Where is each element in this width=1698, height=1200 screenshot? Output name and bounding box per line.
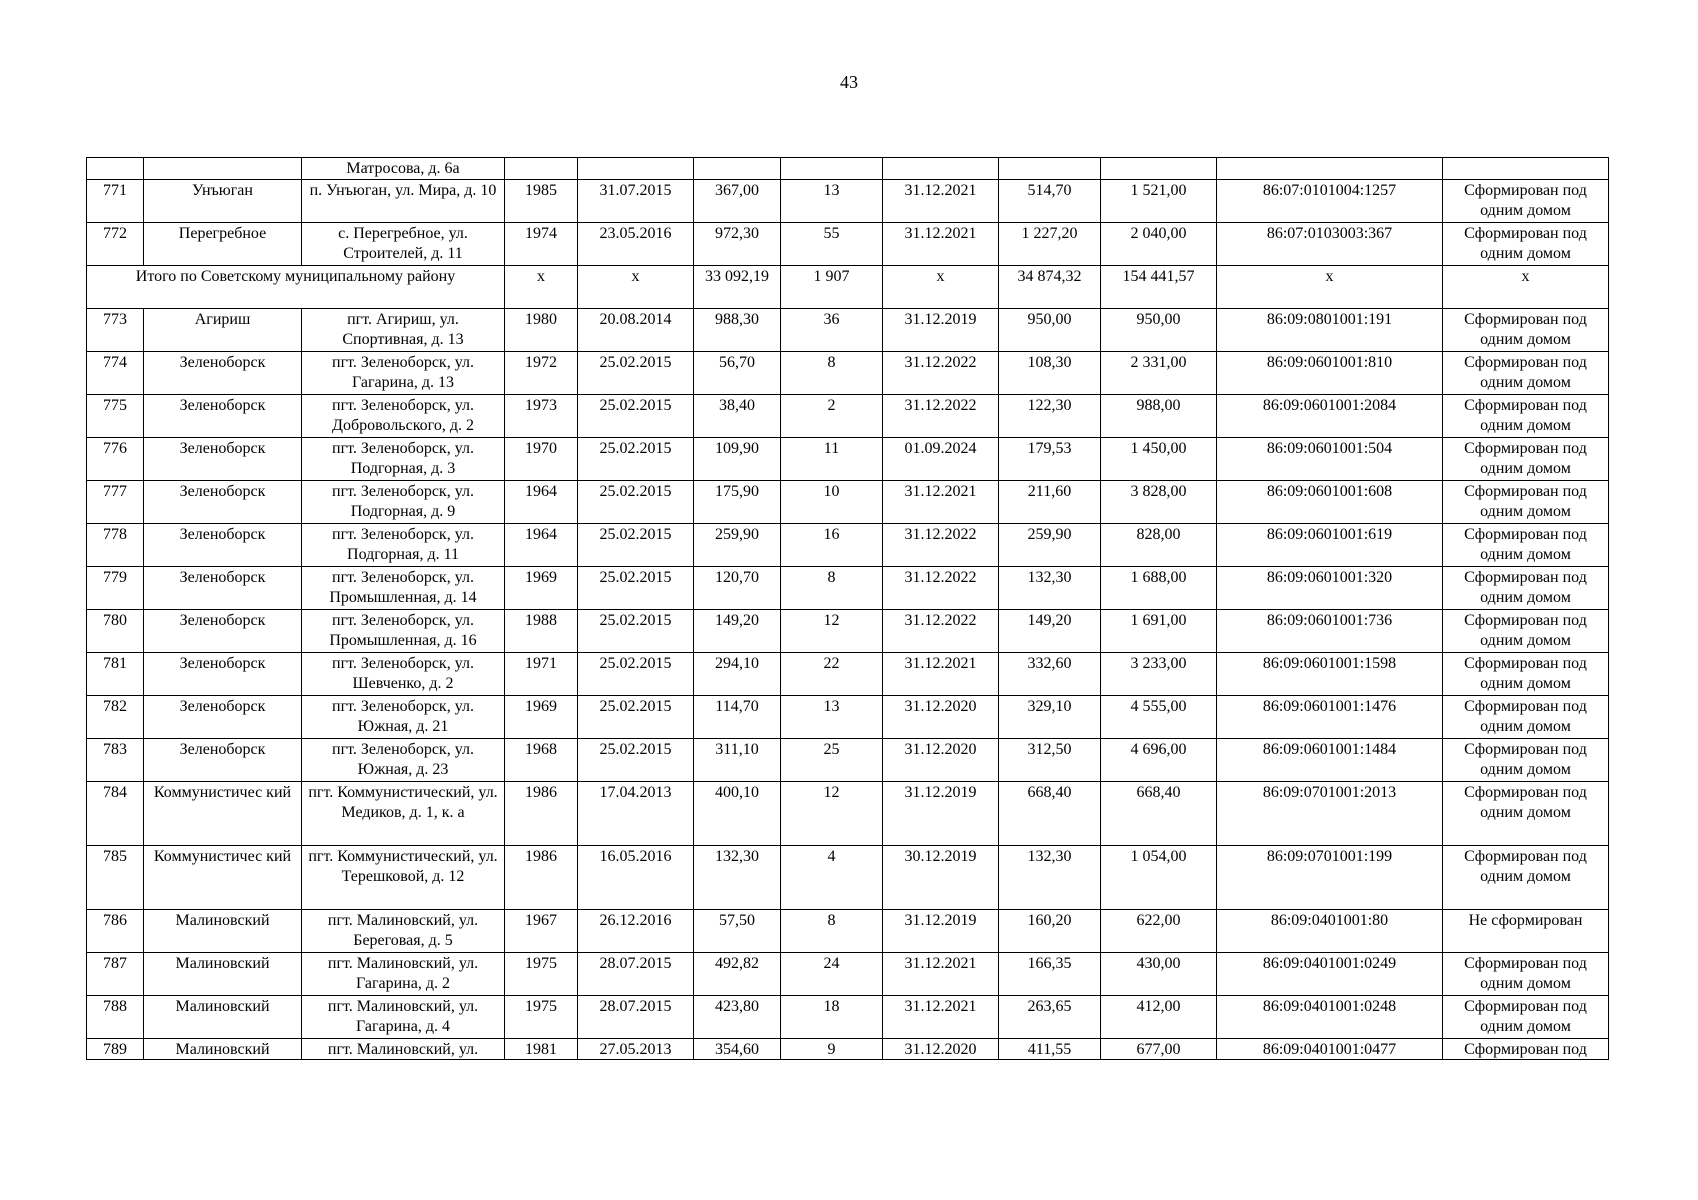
cell-date: 28.07.2015 <box>578 953 694 996</box>
cell-n: 782 <box>87 696 144 739</box>
cell-deadline: 31.12.2022 <box>883 352 999 395</box>
cell-plan-area: 263,65 <box>999 996 1101 1039</box>
cell-year: 1969 <box>505 567 578 610</box>
cell-date: 25.02.2015 <box>578 524 694 567</box>
cell-plan-area: 132,30 <box>999 567 1101 610</box>
cell-people: 25 <box>781 739 883 782</box>
cell-year: 1969 <box>505 696 578 739</box>
cell-plan-area: 312,50 <box>999 739 1101 782</box>
cell-address: пгт. Малиновский, ул. Гагарина, д. 2 <box>302 953 505 996</box>
cell-cadastral: 86:09:0601001:810 <box>1217 352 1443 395</box>
cell-address: пгт. Малиновский, ул. <box>302 1039 505 1060</box>
cell-locality: Зеленоборск <box>144 696 302 739</box>
cell-date: 25.02.2015 <box>578 395 694 438</box>
cell-locality: Перегребное <box>144 223 302 266</box>
cell-deadline: 31.12.2021 <box>883 953 999 996</box>
cell-area: 114,70 <box>694 696 781 739</box>
cell-status: Сформирован под одним домом <box>1443 395 1609 438</box>
cell-n: 773 <box>87 309 144 352</box>
cell-status: Сформирован под одним домом <box>1443 438 1609 481</box>
table-row <box>87 782 1609 846</box>
cell-year: 1980 <box>505 309 578 352</box>
cell-status <box>1443 158 1609 180</box>
cell-locality: Коммунистичес кий <box>144 782 302 846</box>
cell-area: 109,90 <box>694 438 781 481</box>
cell-deadline: 31.12.2019 <box>883 309 999 352</box>
cell-area: 294,10 <box>694 653 781 696</box>
cell-plan-area: 514,70 <box>999 180 1101 223</box>
cell-date: 31.07.2015 <box>578 180 694 223</box>
cell-plan-area: 950,00 <box>999 309 1101 352</box>
table-row <box>87 1039 1609 1060</box>
cell-deadline: 31.12.2021 <box>883 996 999 1039</box>
cell-plan-area: 179,53 <box>999 438 1101 481</box>
cell-cadastral: 86:09:0601001:1484 <box>1217 739 1443 782</box>
cell-n: 787 <box>87 953 144 996</box>
cell-year: 1973 <box>505 395 578 438</box>
cell-address: пгт. Коммунистический, ул. Медиков, д. 1, к. а <box>302 782 505 846</box>
cell-land-area: 828,00 <box>1101 524 1217 567</box>
table-row-continuation <box>87 158 1609 180</box>
cell-n: 778 <box>87 524 144 567</box>
cell-date <box>578 158 694 180</box>
cell-date: 25.02.2015 <box>578 481 694 524</box>
table-row <box>87 481 1609 524</box>
cell-status: Сформирован под одним домом <box>1443 481 1609 524</box>
cell-deadline: 31.12.2019 <box>883 782 999 846</box>
cell-land-area: 1 054,00 <box>1101 846 1217 910</box>
cell-locality: Малиновский <box>144 996 302 1039</box>
table-row <box>87 438 1609 481</box>
cell-plan-area: 149,20 <box>999 610 1101 653</box>
cell-people: 24 <box>781 953 883 996</box>
cell-land-area: 2 040,00 <box>1101 223 1217 266</box>
cell-date: 25.02.2015 <box>578 438 694 481</box>
cell-address: пгт. Зеленоборск, ул. Шевченко, д. 2 <box>302 653 505 696</box>
cell-locality: Малиновский <box>144 953 302 996</box>
cell-date: 25.02.2015 <box>578 352 694 395</box>
cell-n: 784 <box>87 782 144 846</box>
cell-status: Сформирован под одним домом <box>1443 953 1609 996</box>
cell-status: Сформирован под одним домом <box>1443 782 1609 846</box>
cell-address: пгт. Малиновский, ул. Гагарина, д. 4 <box>302 996 505 1039</box>
cell-year: 1975 <box>505 953 578 996</box>
cell-year: 1981 <box>505 1039 578 1060</box>
table-row <box>87 309 1609 352</box>
cell-deadline: 31.12.2022 <box>883 610 999 653</box>
cell-year: 1964 <box>505 524 578 567</box>
cell-cadastral <box>1217 158 1443 180</box>
cell-deadline <box>883 158 999 180</box>
cell-status: Сформирован под одним домом <box>1443 739 1609 782</box>
cell-area: 149,20 <box>694 610 781 653</box>
cell-locality: Агириш <box>144 309 302 352</box>
cell-people: 16 <box>781 524 883 567</box>
cell-area: 38,40 <box>694 395 781 438</box>
cell-n: 783 <box>87 739 144 782</box>
cell-people: 8 <box>781 567 883 610</box>
cell-n: 781 <box>87 653 144 696</box>
cell-cadastral: 86:09:0801001:191 <box>1217 309 1443 352</box>
subtotal-area: 33 092,19 <box>694 266 781 309</box>
cell-status: Сформирован под одним домом <box>1443 180 1609 223</box>
cell-people: 8 <box>781 352 883 395</box>
cell-area: 56,70 <box>694 352 781 395</box>
cell-plan-area: 411,55 <box>999 1039 1101 1060</box>
table-row <box>87 696 1609 739</box>
cell-date: 25.02.2015 <box>578 653 694 696</box>
table-row <box>87 739 1609 782</box>
table-row <box>87 524 1609 567</box>
cell-address: пгт. Зеленоборск, ул. Промышленная, д. 14 <box>302 567 505 610</box>
table-row <box>87 846 1609 910</box>
cell-date: 25.02.2015 <box>578 567 694 610</box>
cell-year: 1967 <box>505 910 578 953</box>
cell-date: 17.04.2013 <box>578 782 694 846</box>
cell-area: 259,90 <box>694 524 781 567</box>
cell-plan-area: 132,30 <box>999 846 1101 910</box>
cell-date: 25.02.2015 <box>578 696 694 739</box>
table-row <box>87 653 1609 696</box>
cell-date: 16.05.2016 <box>578 846 694 910</box>
cell-status: Не сформирован <box>1443 910 1609 953</box>
cell-locality <box>144 158 302 180</box>
cell-land-area: 4 696,00 <box>1101 739 1217 782</box>
cell-deadline: 31.12.2021 <box>883 180 999 223</box>
cell-cadastral: 86:09:0601001:608 <box>1217 481 1443 524</box>
cell-deadline: 31.12.2019 <box>883 910 999 953</box>
cell-n: 777 <box>87 481 144 524</box>
cell-address: пгт. Зеленоборск, ул. Гагарина, д. 13 <box>302 352 505 395</box>
cell-land-area: 2 331,00 <box>1101 352 1217 395</box>
cell-deadline: 30.12.2019 <box>883 846 999 910</box>
cell-people: 13 <box>781 180 883 223</box>
cell-year: 1971 <box>505 653 578 696</box>
cell-area: 57,50 <box>694 910 781 953</box>
cell-deadline: 31.12.2021 <box>883 481 999 524</box>
cell-status: Сформирован под одним домом <box>1443 653 1609 696</box>
cell-n: 786 <box>87 910 144 953</box>
cell-date: 20.08.2014 <box>578 309 694 352</box>
cell-n: 771 <box>87 180 144 223</box>
cell-people: 9 <box>781 1039 883 1060</box>
cell-area: 175,90 <box>694 481 781 524</box>
cell-area: 423,80 <box>694 996 781 1039</box>
cell-year: 1986 <box>505 846 578 910</box>
cell-address: пгт. Зеленоборск, ул. Южная, д. 21 <box>302 696 505 739</box>
cell-cadastral: 86:09:0601001:1476 <box>1217 696 1443 739</box>
cell-land-area: 412,00 <box>1101 996 1217 1039</box>
cell-n: 788 <box>87 996 144 1039</box>
cell-status: Сформирован под одним домом <box>1443 610 1609 653</box>
cell-people: 55 <box>781 223 883 266</box>
cell-deadline: 31.12.2021 <box>883 653 999 696</box>
cell-people: 12 <box>781 782 883 846</box>
cell-cadastral: 86:09:0701001:199 <box>1217 846 1443 910</box>
subtotal-status: х <box>1443 266 1609 309</box>
cell-land-area: 3 233,00 <box>1101 653 1217 696</box>
table-row <box>87 610 1609 653</box>
cell-locality: Малиновский <box>144 910 302 953</box>
cell-cadastral: 86:09:0401001:0248 <box>1217 996 1443 1039</box>
cell-n: 785 <box>87 846 144 910</box>
cell-year: 1975 <box>505 996 578 1039</box>
cell-year: 1972 <box>505 352 578 395</box>
cell-area: 400,10 <box>694 782 781 846</box>
cell-land-area: 4 555,00 <box>1101 696 1217 739</box>
cell-year <box>505 158 578 180</box>
cell-address: пгт. Зеленоборск, ул. Добровольского, д. 2 <box>302 395 505 438</box>
cell-people: 8 <box>781 910 883 953</box>
cell-address: пгт. Зеленоборск, ул. Подгорная, д. 11 <box>302 524 505 567</box>
cell-address: пгт. Коммунистический, ул. Терешковой, д. 12 <box>302 846 505 910</box>
cell-status: Сформирован под одним домом <box>1443 352 1609 395</box>
cell-locality: Унъюган <box>144 180 302 223</box>
cell-cadastral: 86:09:0601001:736 <box>1217 610 1443 653</box>
cell-land-area: 430,00 <box>1101 953 1217 996</box>
cell-date: 25.02.2015 <box>578 739 694 782</box>
cell-cadastral: 86:09:0701001:2013 <box>1217 782 1443 846</box>
cell-plan-area: 122,30 <box>999 395 1101 438</box>
cell-cadastral: 86:09:0601001:504 <box>1217 438 1443 481</box>
cell-address: с. Перегребное, ул. Строителей, д. 11 <box>302 223 505 266</box>
cell-people: 11 <box>781 438 883 481</box>
cell-n <box>87 158 144 180</box>
cell-address: пгт. Малиновский, ул. Береговая, д. 5 <box>302 910 505 953</box>
cell-deadline: 31.12.2021 <box>883 223 999 266</box>
cell-status: Сформирован под одним домом <box>1443 223 1609 266</box>
cell-locality: Зеленоборск <box>144 653 302 696</box>
subtotal-deadline: х <box>883 266 999 309</box>
cell-deadline: 31.12.2022 <box>883 524 999 567</box>
cell-deadline: 01.09.2024 <box>883 438 999 481</box>
cell-cadastral: 86:09:0601001:619 <box>1217 524 1443 567</box>
cell-locality: Зеленоборск <box>144 567 302 610</box>
cell-year: 1985 <box>505 180 578 223</box>
cell-land-area: 988,00 <box>1101 395 1217 438</box>
cell-status: Сформирован под одним домом <box>1443 846 1609 910</box>
cell-address: пгт. Зеленоборск, ул. Южная, д. 23 <box>302 739 505 782</box>
table-row <box>87 910 1609 953</box>
cell-plan-area: 108,30 <box>999 352 1101 395</box>
cell-cadastral: 86:07:0101004:1257 <box>1217 180 1443 223</box>
housing-registry-table <box>86 157 1609 1060</box>
cell-date: 27.05.2013 <box>578 1039 694 1060</box>
cell-locality: Зеленоборск <box>144 481 302 524</box>
cell-plan-area: 211,60 <box>999 481 1101 524</box>
cell-land-area: 3 828,00 <box>1101 481 1217 524</box>
cell-locality: Коммунистичес кий <box>144 846 302 910</box>
cell-plan-area: 1 227,20 <box>999 223 1101 266</box>
cell-year: 1970 <box>505 438 578 481</box>
cell-area: 492,82 <box>694 953 781 996</box>
subtotal-label: Итого по Советскому муниципальному району <box>87 266 505 309</box>
cell-area: 132,30 <box>694 846 781 910</box>
table-row <box>87 953 1609 996</box>
cell-n: 789 <box>87 1039 144 1060</box>
cell-cadastral: 86:09:0401001:80 <box>1217 910 1443 953</box>
table-row <box>87 996 1609 1039</box>
cell-plan-area: 668,40 <box>999 782 1101 846</box>
cell-plan-area <box>999 158 1101 180</box>
cell-locality: Зеленоборск <box>144 395 302 438</box>
cell-people: 22 <box>781 653 883 696</box>
cell-deadline: 31.12.2020 <box>883 696 999 739</box>
cell-plan-area: 332,60 <box>999 653 1101 696</box>
cell-locality: Зеленоборск <box>144 610 302 653</box>
cell-people: 10 <box>781 481 883 524</box>
cell-n: 775 <box>87 395 144 438</box>
cell-plan-area: 329,10 <box>999 696 1101 739</box>
cell-year: 1968 <box>505 739 578 782</box>
cell-land-area: 668,40 <box>1101 782 1217 846</box>
subtotal-land-area: 154 441,57 <box>1101 266 1217 309</box>
table-row <box>87 567 1609 610</box>
subtotal-date: х <box>578 266 694 309</box>
cell-deadline: 31.12.2020 <box>883 739 999 782</box>
cell-cadastral: 86:09:0401001:0249 <box>1217 953 1443 996</box>
cell-status: Сформирован под одним домом <box>1443 524 1609 567</box>
cell-year: 1964 <box>505 481 578 524</box>
cell-land-area: 1 450,00 <box>1101 438 1217 481</box>
cell-status: Сформирован под одним домом <box>1443 696 1609 739</box>
cell-address: п. Унъюган, ул. Мира, д. 10 <box>302 180 505 223</box>
subtotal-people: 1 907 <box>781 266 883 309</box>
cell-people: 12 <box>781 610 883 653</box>
cell-area: 120,70 <box>694 567 781 610</box>
cell-area: 354,60 <box>694 1039 781 1060</box>
page-number: 43 <box>840 72 858 92</box>
cell-deadline: 31.12.2022 <box>883 567 999 610</box>
cell-cadastral: 86:07:0103003:367 <box>1217 223 1443 266</box>
cell-address: пгт. Зеленоборск, ул. Подгорная, д. 9 <box>302 481 505 524</box>
cell-year: 1988 <box>505 610 578 653</box>
cell-n: 776 <box>87 438 144 481</box>
subtotal-year: х <box>505 266 578 309</box>
cell-status: Сформирован под одним домом <box>1443 567 1609 610</box>
cell-cadastral: 86:09:0601001:2084 <box>1217 395 1443 438</box>
cell-land-area: 950,00 <box>1101 309 1217 352</box>
cell-people: 13 <box>781 696 883 739</box>
cell-area: 311,10 <box>694 739 781 782</box>
cell-area: 367,00 <box>694 180 781 223</box>
cell-date: 23.05.2016 <box>578 223 694 266</box>
cell-deadline: 31.12.2022 <box>883 395 999 438</box>
cell-address: пгт. Агириш, ул. Спортивная, д. 13 <box>302 309 505 352</box>
cell-year: 1986 <box>505 782 578 846</box>
subtotal-row <box>87 266 1609 309</box>
cell-land-area <box>1101 158 1217 180</box>
cell-people: 36 <box>781 309 883 352</box>
table-row <box>87 395 1609 438</box>
cell-land-area: 1 688,00 <box>1101 567 1217 610</box>
cell-people <box>781 158 883 180</box>
cell-date: 28.07.2015 <box>578 996 694 1039</box>
cell-area: 988,30 <box>694 309 781 352</box>
cell-n: 772 <box>87 223 144 266</box>
cell-deadline: 31.12.2020 <box>883 1039 999 1060</box>
cell-locality: Зеленоборск <box>144 352 302 395</box>
cell-cadastral: 86:09:0601001:320 <box>1217 567 1443 610</box>
cell-people: 18 <box>781 996 883 1039</box>
cell-date: 26.12.2016 <box>578 910 694 953</box>
cell-year: 1974 <box>505 223 578 266</box>
cell-locality: Зеленоборск <box>144 438 302 481</box>
cell-plan-area: 259,90 <box>999 524 1101 567</box>
cell-locality: Малиновский <box>144 1039 302 1060</box>
subtotal-cadastral: х <box>1217 266 1443 309</box>
table-row <box>87 352 1609 395</box>
cell-n: 779 <box>87 567 144 610</box>
cell-plan-area: 166,35 <box>999 953 1101 996</box>
cell-cadastral: 86:09:0601001:1598 <box>1217 653 1443 696</box>
table-row <box>87 180 1609 223</box>
cell-date: 25.02.2015 <box>578 610 694 653</box>
cell-land-area: 677,00 <box>1101 1039 1217 1060</box>
cell-status: Сформирован под <box>1443 1039 1609 1060</box>
cell-status: Сформирован под одним домом <box>1443 309 1609 352</box>
cell-area: 972,30 <box>694 223 781 266</box>
cell-address: пгт. Зеленоборск, ул. Промышленная, д. 16 <box>302 610 505 653</box>
cell-cadastral: 86:09:0401001:0477 <box>1217 1039 1443 1060</box>
cell-address: пгт. Зеленоборск, ул. Подгорная, д. 3 <box>302 438 505 481</box>
cell-locality: Зеленоборск <box>144 524 302 567</box>
cell-n: 774 <box>87 352 144 395</box>
cell-land-area: 622,00 <box>1101 910 1217 953</box>
cell-people: 4 <box>781 846 883 910</box>
cell-plan-area: 160,20 <box>999 910 1101 953</box>
cell-area <box>694 158 781 180</box>
cell-address: Матросова, д. 6а <box>302 158 505 180</box>
cell-people: 2 <box>781 395 883 438</box>
cell-land-area: 1 521,00 <box>1101 180 1217 223</box>
cell-locality: Зеленоборск <box>144 739 302 782</box>
table-row <box>87 223 1609 266</box>
cell-status: Сформирован под одним домом <box>1443 996 1609 1039</box>
cell-land-area: 1 691,00 <box>1101 610 1217 653</box>
subtotal-plan-area: 34 874,32 <box>999 266 1101 309</box>
cell-n: 780 <box>87 610 144 653</box>
